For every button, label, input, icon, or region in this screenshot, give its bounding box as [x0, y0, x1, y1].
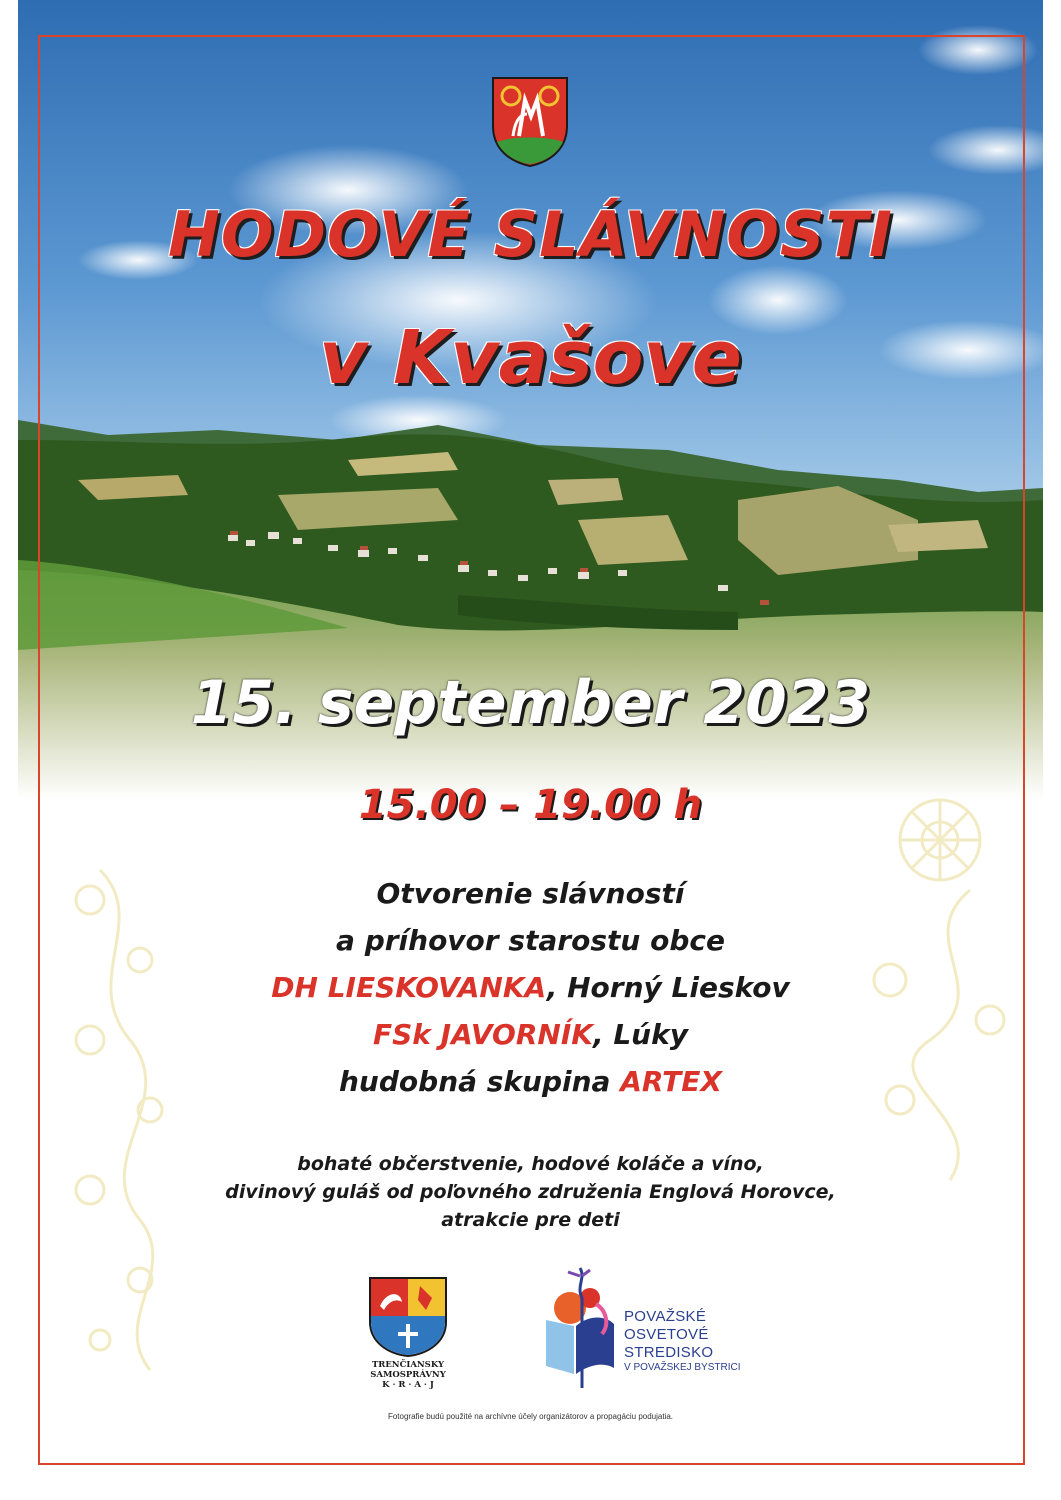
tsk-caption-line: SAMOSPRÁVNY: [370, 1370, 446, 1380]
tsk-caption: [360, 1360, 456, 1390]
pos-name-line: POVAŽSKÉ: [624, 1308, 707, 1325]
program-text: hudobná skupina: [339, 1065, 621, 1098]
footer-note: Fotografie budú použité na archívne účely organizátorov a propagáciu podujatia.: [387, 1412, 674, 1421]
pos-name: [624, 1308, 744, 1362]
extras-list: [0, 1150, 1061, 1234]
extras-line: divinový guláš od poľovného združenia Englová Horovce,: [225, 1181, 836, 1203]
program-line: [0, 1058, 1061, 1105]
extras-line: atrakcie pre deti: [441, 1209, 620, 1231]
event-time: 15.00 – 19.00 h: [358, 782, 703, 828]
program-text: a príhovor starostu obce: [336, 924, 725, 957]
program-text: Otvorenie slávností: [376, 877, 685, 910]
povazske-osvetove-stredisko-logo-icon: [540, 1264, 624, 1394]
program-line: [0, 917, 1061, 964]
village-coat-of-arms-icon: [491, 76, 569, 168]
tsk-logo: [360, 1276, 456, 1406]
extras-line: bohaté občerstvenie, hodové koláče a víno,: [297, 1153, 764, 1175]
pos-logo: [540, 1264, 740, 1394]
program-line: [0, 1011, 1061, 1058]
tsk-caption-line: K · R · A · J: [382, 1380, 434, 1390]
event-title-line1: HODOVÉ SLÁVNOSTI: [167, 198, 893, 271]
performer-name: ARTEX: [620, 1065, 722, 1098]
pos-location: V POVAŽSKEJ BYSTRICI: [624, 1362, 741, 1373]
pos-name-line: STREDISKO: [624, 1344, 714, 1361]
program-line: [0, 870, 1061, 917]
program-list: [0, 870, 1061, 1105]
event-date: 15. september 2023: [190, 668, 871, 738]
trencin-region-coat-of-arms-icon: [360, 1276, 456, 1358]
tsk-caption-line: TRENČIANSKY: [371, 1360, 445, 1370]
event-title-line2: v Kvašove: [319, 315, 742, 401]
program-text: , Lúky: [592, 1018, 688, 1051]
performer-name: FSk JAVORNÍK: [373, 1018, 593, 1051]
pos-name-line: OSVETOVÉ: [624, 1326, 709, 1343]
performer-name: DH LIESKOVANKA: [271, 971, 547, 1004]
program-line: [0, 964, 1061, 1011]
program-text: , Horný Lieskov: [546, 971, 790, 1004]
